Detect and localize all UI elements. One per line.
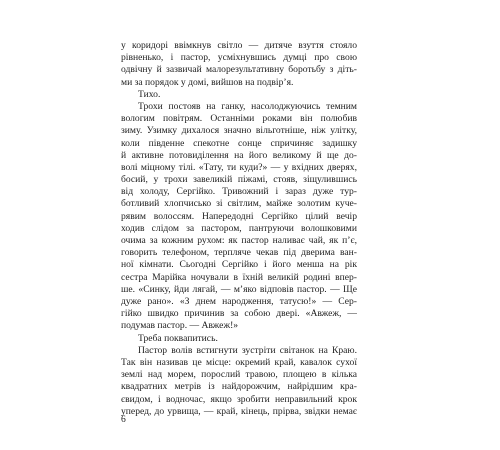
text-line: Пастор волів встигнути зустріти світанок на Краю.: [138, 344, 357, 356]
text-line: босий, у трохи завеликій піжамі, стояв, зіщулившись: [121, 174, 357, 186]
text-line: у коридорі ввімкнув світло — дитяче взуття стояло: [121, 40, 357, 51]
text-line: ходив слідом за пастором, пантруючи волошковими: [121, 222, 357, 234]
text-line: й активне потовиділення на його великому й ще до-: [121, 149, 357, 161]
text-line: волі міцному тілі. «Тату, ти куди?» — у вхідних дверях,: [121, 161, 357, 173]
text-line: квадратних метрів із найдорожчим, найрідшим кра-: [121, 381, 357, 393]
text-line: вологим повітрям. Останніми роками він полюбив: [121, 113, 357, 125]
text-line: ботливий хлопчисько зі світлим, майже золотим куче-: [121, 198, 357, 210]
text-line: уперед, до урвища, — край, кінець, прірва, звідки немає: [121, 405, 357, 417]
page-number: 6: [121, 414, 126, 425]
text-line: говорить телефоном, терпляче чекав під дверима ван-: [121, 247, 357, 259]
text-line: очима за кожним рухом: як пастор наливає чай, як п’є,: [121, 235, 357, 247]
text-line: ної кімнати. Сьогодні Сергійко і його менша на рік: [121, 259, 357, 271]
text-line: ми за порядок у домі, вийшов на подвір’я.: [121, 76, 294, 88]
text-line: Так він називав це місце: окремий край, кавалок сухої: [121, 356, 357, 368]
text-line: подумав пастор. — Авжеж!»: [121, 320, 239, 332]
text-line: сестра Марійка ночували в їхній великій родині впер-: [121, 271, 357, 283]
text-line: дуже рано». «З днем народження, татусю!» — Сер-: [121, 295, 357, 307]
text-line: гійко швидко причинив за собою двері. «Авжеж, —: [121, 308, 357, 320]
text-line: зиму. Узимку дихалося значно вільготніше, ніж улітку,: [121, 125, 357, 137]
body-text: [121, 40, 357, 418]
text-line: одвічну й зазвичай малорезультативну боротьбу з діть-: [121, 64, 357, 76]
text-line: Тихо.: [138, 88, 161, 100]
text-line: коли південне спекотне сонце спричиняє задишку: [121, 137, 357, 149]
text-line: землі над морем, порослий травою, площею в кілька: [121, 369, 357, 381]
text-line: рявим волоссям. Напередодні Сергійко цілий вечір: [121, 210, 357, 222]
text-line: ше. «Синку, йди лягай, — м’яко відповів пастор. — Ще: [121, 283, 357, 295]
text-line: рівненько, і пастор, усміхнувшись думці про свою: [121, 52, 357, 64]
text-line: від холоду, Сергійко. Тривожний і зараз дуже тур-: [121, 186, 357, 198]
text-line: Трохи постояв на ганку, насолоджуючись темним: [138, 100, 357, 112]
text-line: Треба поквапитись.: [138, 332, 218, 344]
text-line: євидом, і водночас, якщо зробити неправильний крок: [121, 393, 357, 405]
